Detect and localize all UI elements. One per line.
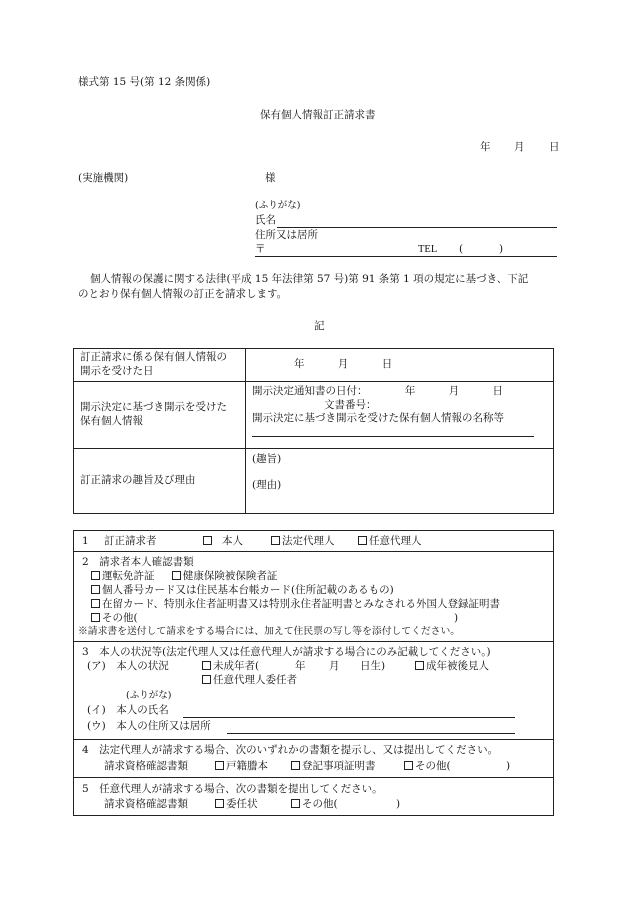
disclosed-info-label: 開示決定に基づき開示を受けた 保有個人情報 [74,382,246,449]
opt-other-id[interactable]: その他( [91,612,138,626]
opt-registry-cert[interactable]: 登記事項証明書 [291,760,376,774]
checkbox-other-voluntary[interactable] [291,799,300,808]
reason-label: (理由) [252,478,282,491]
opt-mynumber[interactable]: 個人番号カード又は住民基本台帳カード(住所記載のあるもの) [91,584,394,598]
opt-power-of-attorney[interactable]: 委任状 [215,798,258,812]
agency-honorific: 様 [265,172,276,184]
info-name-label: 開示決定に基づき開示を受けた保有個人情報の名称等 [252,412,504,425]
postal-mark: 〒 [255,243,266,255]
opt-other-legal[interactable]: その他( [404,760,451,774]
opt-residence[interactable]: 在留カード、特別永住者証明書又は特別永住者証明書とみなされる外国人登録証明書 [91,598,500,612]
notice-date-label: 開示決定通知書の日付： [252,385,368,397]
minor-month-label: 月 [329,660,340,672]
section-principal-status [74,641,553,739]
intro-line-2: のとおり保有個人情報の訂正を請求します。 [78,288,288,300]
tel-paren-open: ( [459,243,464,255]
disclosed-date-field[interactable]: 年 月 日 [246,349,554,382]
checkbox-other-id[interactable] [91,613,100,622]
purpose-reason-label: 訂正請求の趣旨及び理由 [74,449,246,514]
id-docs-title: 2 請求者本人確認書類 [82,556,194,568]
section-legal-agent-docs [74,739,553,777]
intro-line-1: 個人情報の保護に関する法律(平成 15 年法律第 57 号)第 91 条第 1 項の規定に基づき、下記 [90,273,529,285]
checkbox-adult-ward[interactable] [415,661,424,670]
section-requester-type: 1 訂正請求者 本人 法定代理人 任意代理人 [82,535,422,547]
tel-paren-close: ) [499,243,504,255]
principal-address-label: (ウ) 本人の住所又は居所 [87,720,211,732]
checkbox-insurance[interactable] [172,571,181,580]
opt-license[interactable]: 運転免許証 [91,570,155,582]
opt-delegator[interactable]: 任意代理人委任者 [202,674,297,688]
ki-marker: 記 [314,320,325,332]
section-id-documents [74,551,553,641]
principal-address-field[interactable] [227,733,515,734]
opt-family-register[interactable]: 戸籍謄本 [215,760,268,774]
checkbox-mynumber[interactable] [91,585,100,594]
checkbox-legal-agent[interactable] [271,536,280,545]
voluntary-agent-docs-title: 5 任意代理人が請求する場合、次の書類を提出してください。 [82,783,383,795]
checkbox-license[interactable] [91,571,100,580]
opt-self[interactable]: 本人 [203,535,243,549]
info-name-line [252,436,534,437]
other-legal-paren-close: ) [506,760,511,772]
checkbox-self[interactable] [203,536,212,545]
opt-insurance[interactable]: 健康保険被保険者証 [172,570,278,582]
checkbox-other-legal[interactable] [404,761,413,770]
principal-name-label: (イ) 本人の氏名 [87,704,169,716]
legal-agent-docs-title: 4 法定代理人が請求する場合、次のいずれかの書類を提示し、又は提出してください。 [82,744,499,756]
voluntary-agent-docs-label: 請求資格確認書類 [104,798,188,810]
requester-details-box [73,530,554,816]
principal-name-field[interactable] [183,717,515,718]
other-voluntary-paren-close: ) [396,798,401,810]
checkbox-delegator[interactable] [202,675,211,684]
disclosed-info-field[interactable]: 開示決定通知書の日付： 年 月 日 文書番号： 開示決定に基づき開示を受けた保有個人情報の名称等 [246,382,554,449]
opt-other-voluntary[interactable]: その他( [291,798,338,812]
doc-number-label: 文書番号： [324,398,377,411]
requester-name-field[interactable] [277,227,557,228]
minor-year-label: 年 [295,660,306,672]
checkbox-voluntary-agent[interactable] [358,536,367,545]
correction-table [73,348,554,514]
checkbox-residence[interactable] [91,599,100,608]
checkbox-family-register[interactable] [215,761,224,770]
opt-minor[interactable]: 未成年者( [202,660,259,674]
legal-agent-docs-label: 請求資格確認書類 [104,760,188,772]
agency-label: (実施機関) [78,172,129,184]
requester-furigana: (ふりがな) [255,200,301,211]
purpose-reason-field[interactable] [246,449,554,514]
requester-address-field[interactable] [255,256,557,257]
principal-status-title: 3 本人の状況等(法定代理人又は任意代理人が請求する場合にのみ記載してください。) [82,646,491,658]
section-voluntary-agent-docs [74,777,553,817]
requester-name-label: 氏名 [255,214,276,226]
tel-label: TEL [418,244,438,255]
checkbox-power-of-attorney[interactable] [215,799,224,808]
checkbox-registry-cert[interactable] [291,761,300,770]
other-id-paren-close: ) [454,612,459,624]
checkbox-minor[interactable] [202,661,211,670]
date-day-label: 日 [549,141,560,153]
form-id: 様式第 15 号(第 12 条関係) [78,76,211,88]
opt-legal-agent[interactable]: 法定代理人 [271,535,335,549]
opt-voluntary-agent[interactable]: 任意代理人 [358,535,422,549]
requester-address-label: 住所又は居所 [255,229,318,241]
minor-birth-label: 日生) [360,660,386,672]
date-year-label: 年 [480,141,491,153]
purpose-label: (趣旨) [252,453,282,465]
id-docs-note: ※請求書を送付して請求をする場合には、加えて住民票の写し等を添付してください。 [78,626,461,637]
opt-adult-ward[interactable]: 成年被後見人 [415,660,489,674]
date-month-label: 月 [514,141,525,153]
principal-furigana: (ふりがな) [126,690,172,701]
principal-status-label: (ア) 本人の状況 [87,660,169,672]
disclosed-date-label: 訂正請求に係る保有個人情報の 開示を受けた日 [74,349,246,382]
page-title: 保有個人情報訂正請求書 [260,109,376,121]
